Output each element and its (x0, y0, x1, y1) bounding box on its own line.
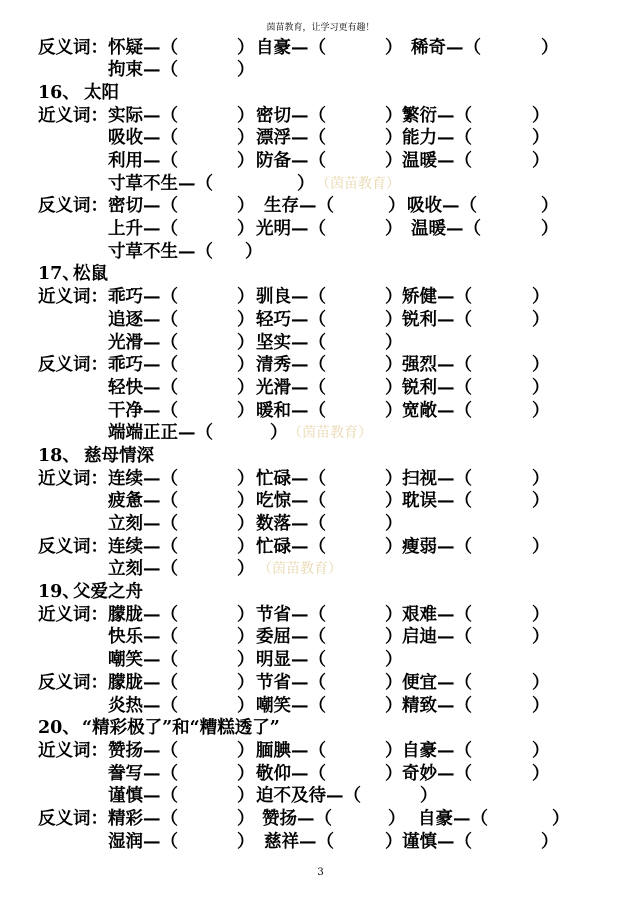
vocab-item: 清秀—（ (256, 355, 326, 376)
vocab-item: 赞扬—（ (262, 808, 332, 829)
vocab-item: 朦胧—（ (108, 604, 178, 625)
blank-close-paren: ） (237, 695, 255, 716)
blank-close-paren: ） (237, 400, 255, 421)
blank-close-paren: ） (237, 196, 255, 217)
worksheet-line (0, 354, 641, 377)
blank-close-paren: ） (532, 151, 550, 172)
blank-close-paren: ） (237, 604, 255, 625)
vocab-item: 节省—（ (256, 672, 326, 693)
blank-close-paren: ） (385, 287, 403, 308)
vocab-item: 锐利—（ (402, 377, 472, 398)
worksheet-line (0, 763, 641, 786)
blank-close-paren: ） (532, 105, 550, 126)
blank-close-paren: ） (532, 627, 550, 648)
watermark-text: （茵苗教育） (288, 425, 372, 442)
vocab-item: 明显—（ (256, 650, 326, 671)
worksheet-line (0, 309, 641, 332)
section-title: 太阳 (84, 82, 119, 103)
vocab-item: 端端正正—（ (108, 423, 213, 444)
vocab-item: 奇妙—（ (402, 763, 472, 784)
blank-close-paren: ） (532, 309, 550, 330)
vocab-item: 节省—（ (256, 604, 326, 625)
blank-close-paren: ） (237, 468, 255, 489)
vocab-item: 吸收—（ (407, 196, 477, 217)
worksheet-line (0, 105, 641, 128)
blank-close-paren: ） (237, 740, 255, 761)
vocab-item: 温暖—（ (411, 219, 481, 240)
worksheet-line (0, 173, 641, 196)
vocab-item: 扫视—（ (402, 468, 472, 489)
worksheet-line (0, 286, 641, 309)
antonym-label: 反义词： (38, 196, 108, 217)
vocab-item: 乖巧—（ (108, 287, 178, 308)
section-title: 父爱之舟 (73, 582, 143, 603)
worksheet-line (0, 604, 641, 627)
blank-close-paren: ） (237, 309, 255, 330)
blank-close-paren: ） (532, 377, 550, 398)
blank-close-paren: ） (385, 377, 403, 398)
vocab-item: 轻巧—（ (256, 309, 326, 330)
blank-close-paren: ） (541, 219, 559, 240)
antonym-label: 反义词： (38, 355, 108, 376)
blank-close-paren: ） (552, 808, 570, 829)
worksheet-line (0, 536, 641, 559)
vocab-item: 矫健—（ (402, 287, 472, 308)
vocab-item: 强烈—（ (402, 355, 472, 376)
blank-close-paren: ） (237, 60, 255, 81)
blank-close-paren: ） (385, 763, 403, 784)
blank-close-paren: ） (237, 128, 255, 149)
blank-close-paren: ） (385, 151, 403, 172)
vocab-item: 连续—（ (108, 536, 178, 557)
vocab-item: 吃惊—（ (256, 491, 326, 512)
vocab-item: 自豪—（ (256, 37, 326, 58)
vocab-item: 光滑—（ (108, 332, 178, 353)
vocab-item: 精彩—（ (108, 808, 178, 829)
vocab-item: 艰难—（ (402, 604, 472, 625)
vocab-item: 瘦弱—（ (402, 536, 472, 557)
worksheet-line (0, 127, 641, 150)
blank-close-paren: ） (532, 400, 550, 421)
worksheet-line (0, 422, 641, 445)
watermark-text: （茵苗教育） (258, 561, 342, 578)
section-number: 19、 (38, 582, 80, 603)
page-number: 3 (317, 867, 324, 878)
worksheet-line (0, 672, 641, 695)
vocab-item: 敬仰—（ (256, 763, 326, 784)
vocab-item: 立刻—（ (108, 559, 178, 580)
section-title: “精彩极了”和“糟糕透了” (82, 718, 280, 739)
blank-close-paren: ） (385, 309, 403, 330)
worksheet-line (0, 377, 641, 400)
watermark-text: （茵苗教育） (316, 175, 400, 192)
vocab-item: 繁衍—（ (402, 105, 472, 126)
blank-close-paren: ） (237, 377, 255, 398)
worksheet-line (0, 490, 641, 513)
worksheet-line (0, 37, 641, 60)
antonym-label: 反义词： (38, 672, 108, 693)
vocab-item: 怀疑—（ (108, 37, 178, 58)
vocab-item: 立刻—（ (108, 514, 178, 535)
section-heading (0, 82, 641, 105)
synonym-label: 近义词： (38, 468, 108, 489)
section-heading (0, 445, 641, 468)
blank-close-paren: ） (532, 468, 550, 489)
synonym-label: 近义词： (38, 105, 108, 126)
blank-close-paren: ） (237, 332, 255, 353)
worksheet-line (0, 332, 641, 355)
blank-close-paren: ） (385, 695, 403, 716)
vocab-item: 生存—（ (264, 196, 334, 217)
blank-close-paren: ） (420, 786, 438, 807)
vocab-item: 温暖—（ (402, 151, 472, 172)
vocab-item: 耽误—（ (402, 491, 472, 512)
section-title: 慈母情深 (84, 445, 154, 466)
blank-close-paren: ） (385, 650, 403, 671)
blank-close-paren: ） (245, 241, 263, 262)
worksheet-line (0, 808, 641, 831)
vocab-item: 稀奇—（ (411, 37, 481, 58)
vocab-item: 誊写—（ (108, 763, 178, 784)
vocab-item: 密切—（ (108, 196, 178, 217)
blank-close-paren: ） (237, 151, 255, 172)
blank-close-paren: ） (541, 831, 559, 852)
vocab-item: 乖巧—（ (108, 355, 178, 376)
section-number: 16、 (38, 82, 80, 103)
blank-close-paren: ） (237, 287, 255, 308)
blank-close-paren: ） (385, 672, 403, 693)
blank-close-paren: ） (237, 514, 255, 535)
section-heading (0, 263, 641, 286)
vocab-item: 自豪—（ (418, 808, 488, 829)
antonym-label: 反义词： (38, 536, 108, 557)
blank-close-paren: ） (532, 695, 550, 716)
blank-close-paren: ） (385, 219, 403, 240)
blank-close-paren: ） (385, 536, 403, 557)
vocab-item: 快乐—（ (108, 627, 178, 648)
blank-close-paren: ） (385, 627, 403, 648)
worksheet-line (0, 59, 641, 82)
worksheet-line (0, 785, 641, 808)
section-number: 20、 (38, 718, 80, 739)
vocab-item: 驯良—（ (256, 287, 326, 308)
blank-close-paren: ） (385, 355, 403, 376)
section-number: 17、 (38, 264, 80, 285)
antonym-label: 反义词： (38, 37, 108, 58)
vocab-item: 密切—（ (256, 105, 326, 126)
blank-close-paren: ） (270, 423, 288, 444)
blank-close-paren: ） (385, 105, 403, 126)
vocab-item: 坚实—（ (256, 332, 326, 353)
antonym-label: 反义词： (38, 808, 108, 829)
vocab-item: 干净—（ (108, 400, 178, 421)
blank-close-paren: ） (237, 105, 255, 126)
vocab-item: 光明—（ (256, 219, 326, 240)
blank-close-paren: ） (237, 672, 255, 693)
synonym-label: 近义词： (38, 604, 108, 625)
blank-close-paren: ） (237, 763, 255, 784)
blank-close-paren: ） (385, 128, 403, 149)
vocab-item: 朦胧—（ (108, 672, 178, 693)
worksheet-line (0, 626, 641, 649)
vocab-item: 自豪—（ (402, 740, 472, 761)
blank-close-paren: ） (532, 287, 550, 308)
vocab-item: 光滑—（ (256, 377, 326, 398)
blank-close-paren: ） (385, 491, 403, 512)
blank-close-paren: ） (541, 37, 559, 58)
blank-close-paren: ） (385, 468, 403, 489)
vocab-item: 暖和—（ (256, 400, 326, 421)
worksheet-line (0, 241, 641, 264)
vocab-item: 宽敞—（ (402, 400, 472, 421)
blank-close-paren: ） (532, 604, 550, 625)
section-number: 18、 (38, 445, 80, 466)
vocab-item: 疲惫—（ (108, 491, 178, 512)
vocab-item: 腼腆—（ (256, 740, 326, 761)
blank-close-paren: ） (385, 740, 403, 761)
worksheet-line (0, 649, 641, 672)
blank-close-paren: ） (237, 559, 255, 580)
blank-close-paren: ） (385, 831, 403, 852)
vocab-item: 轻快—（ (108, 377, 178, 398)
vocab-item: 炎热—（ (108, 695, 178, 716)
worksheet-line (0, 513, 641, 536)
blank-close-paren: ） (237, 219, 255, 240)
worksheet-line (0, 468, 641, 491)
vocab-item: 锐利—（ (402, 309, 472, 330)
vocab-item: 寸草不生—（ (108, 241, 213, 262)
worksheet-content (0, 37, 641, 854)
worksheet-line (0, 218, 641, 241)
vocab-item: 忙碌—（ (256, 536, 326, 557)
blank-close-paren: ） (385, 332, 403, 353)
vocab-item: 漂浮—（ (256, 128, 326, 149)
vocab-item: 嘲笑—（ (108, 650, 178, 671)
worksheet-line (0, 695, 641, 718)
worksheet-line (0, 831, 641, 854)
blank-close-paren: ） (532, 672, 550, 693)
page-header-slogan: 茵苗教育，让学习更有趣！ (266, 23, 375, 33)
worksheet-line (0, 558, 641, 581)
vocab-item: 寸草不生—（ (108, 173, 213, 194)
vocab-item: 追逐—（ (108, 309, 178, 330)
vocab-item: 启迪—（ (402, 627, 472, 648)
section-heading (0, 717, 641, 740)
blank-close-paren: ） (237, 786, 255, 807)
vocab-item: 实际—（ (108, 105, 178, 126)
blank-close-paren: ） (237, 808, 255, 829)
synonym-label: 近义词： (38, 740, 108, 761)
section-heading (0, 581, 641, 604)
blank-close-paren: ） (237, 37, 255, 58)
vocab-item: 精致—（ (402, 695, 472, 716)
vocab-item: 委屈—（ (256, 627, 326, 648)
blank-close-paren: ） (532, 355, 550, 376)
blank-close-paren: ） (237, 536, 255, 557)
worksheet-line (0, 740, 641, 763)
vocab-item: 拘束—（ (108, 60, 178, 81)
blank-close-paren: ） (237, 650, 255, 671)
blank-close-paren: ） (237, 491, 255, 512)
worksheet-line (0, 195, 641, 218)
vocab-item: 谨慎—（ (402, 831, 472, 852)
vocab-item: 利用—（ (108, 151, 178, 172)
blank-close-paren: ） (237, 355, 255, 376)
vocab-item: 吸收—（ (108, 128, 178, 149)
blank-close-paren: ） (385, 400, 403, 421)
blank-close-paren: ） (532, 491, 550, 512)
blank-close-paren: ） (237, 627, 255, 648)
blank-close-paren: ） (385, 604, 403, 625)
blank-close-paren: ） (388, 196, 406, 217)
vocab-item: 湿润—（ (108, 831, 178, 852)
vocab-item: 数落—（ (256, 514, 326, 535)
vocab-item: 赞扬—（ (108, 740, 178, 761)
blank-close-paren: ） (541, 196, 559, 217)
synonym-label: 近义词： (38, 287, 108, 308)
blank-close-paren: ） (532, 128, 550, 149)
blank-close-paren: ） (388, 808, 406, 829)
vocab-item: 防备—（ (256, 151, 326, 172)
blank-close-paren: ） (237, 831, 255, 852)
section-title: 松鼠 (73, 264, 108, 285)
blank-close-paren: ） (385, 514, 403, 535)
blank-close-paren: ） (297, 173, 315, 194)
vocab-item: 慈祥—（ (264, 831, 334, 852)
vocab-item: 嘲笑—（ (256, 695, 326, 716)
vocab-item: 连续—（ (108, 468, 178, 489)
vocab-item: 便宜—（ (402, 672, 472, 693)
worksheet-line (0, 150, 641, 173)
vocab-item: 迫不及待—（ (256, 786, 361, 807)
blank-close-paren: ） (385, 37, 403, 58)
vocab-item: 谨慎—（ (108, 786, 178, 807)
blank-close-paren: ） (532, 536, 550, 557)
blank-close-paren: ） (532, 740, 550, 761)
vocab-item: 能力—（ (402, 128, 472, 149)
blank-close-paren: ） (532, 763, 550, 784)
worksheet-line (0, 400, 641, 423)
vocab-item: 上升—（ (108, 219, 178, 240)
vocab-item: 忙碌—（ (256, 468, 326, 489)
